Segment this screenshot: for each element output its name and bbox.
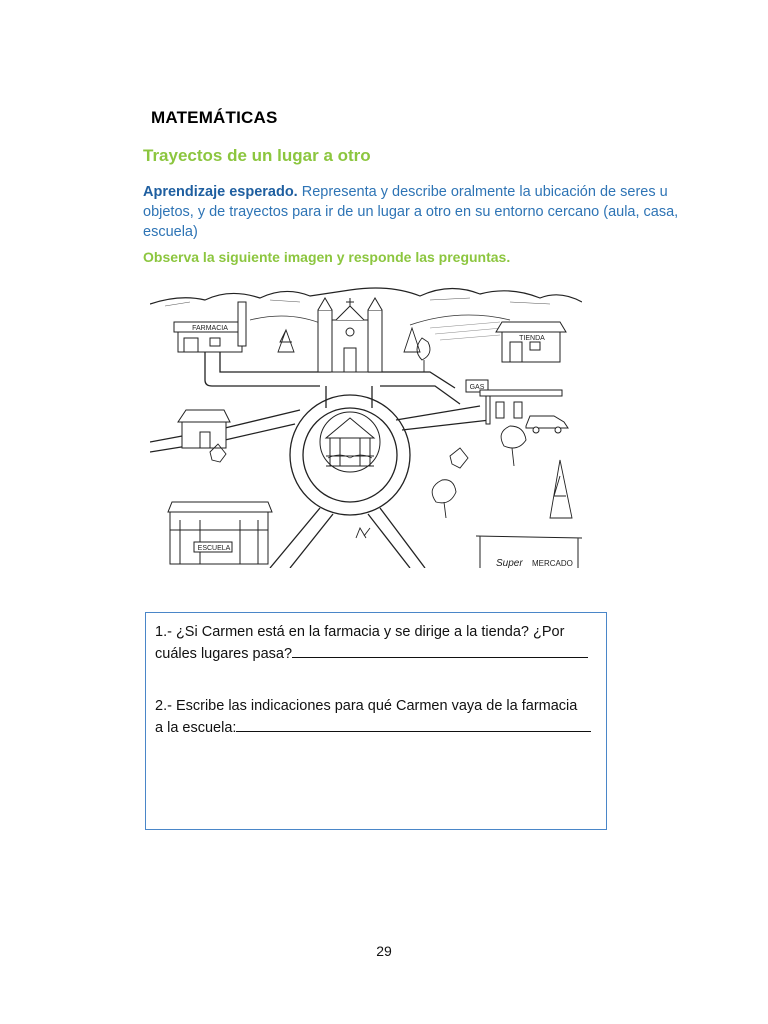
- map-label-gas: GAS: [469, 384, 485, 391]
- topic-title: Trayectos de un lugar a otro: [143, 146, 371, 165]
- question-2: [155, 696, 600, 739]
- map-label-tienda: TIENDA: [519, 335, 545, 342]
- subject-title: MATEMÁTICAS: [151, 108, 278, 127]
- learning-objective: [143, 182, 703, 242]
- town-map-illustration: [150, 280, 582, 568]
- questions-box: [145, 612, 607, 830]
- instruction-text: Observa la siguiente imagen y responde las preguntas.: [143, 249, 511, 265]
- question-1-line-1: 1.- ¿Si Carmen está en la farmacia y se dirige a la tienda? ¿Por: [155, 624, 565, 640]
- question-1-line-2: cuáles lugares pasa?: [155, 646, 293, 662]
- question-2-line-2: a la escuela:: [155, 720, 237, 736]
- map-label-escuela: ESCUELA: [197, 545, 231, 552]
- question-1: [155, 622, 600, 665]
- page-number: 29: [376, 943, 392, 959]
- map-label-farmacia: FARMACIA: [192, 325, 228, 332]
- map-label-mercado: MERCADO: [532, 559, 573, 568]
- map-label-super: Super: [496, 558, 523, 568]
- answer-2-blank[interactable]: [236, 717, 591, 732]
- learning-objective-text: Representa y describe oralmente la ubicación de seres u objetos, y de trayectos para ir de un lugar a otro en su entorno cercano (aula, casa, escuela): [143, 184, 679, 240]
- learning-objective-label: Aprendizaje esperado.: [143, 184, 298, 200]
- answer-1-blank[interactable]: [292, 643, 588, 658]
- question-2-line-1: 2.- Escribe las indicaciones para qué Carmen vaya de la farmacia: [155, 698, 578, 714]
